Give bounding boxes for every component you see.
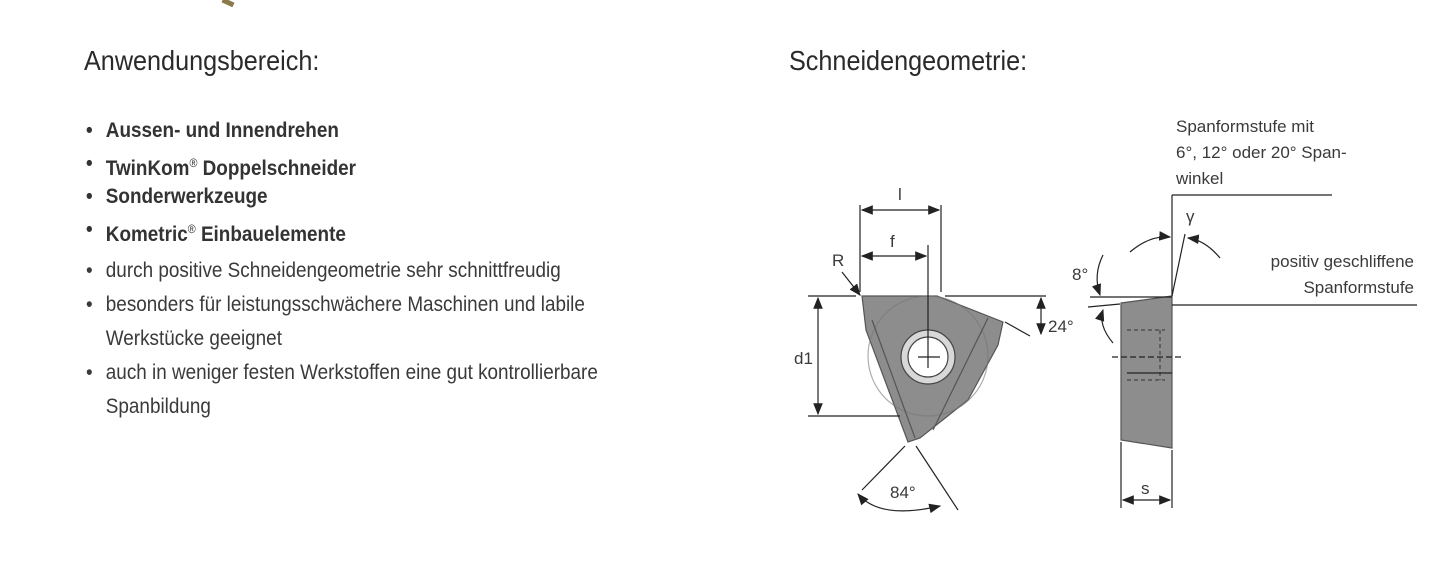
- label-angle-8: 8°: [1072, 265, 1089, 284]
- list-item: • auch in weniger festen Werkstoffen eine gut kontrollierbare Spanbildung: [86, 356, 646, 424]
- section-title-geometry: Schneidengeometrie:: [789, 45, 1028, 76]
- note-chip-step: winkel: [1176, 169, 1224, 188]
- list-item: • TwinKom® Doppelschneider: [86, 147, 356, 180]
- label-f: f: [890, 232, 895, 251]
- section-title-application: Anwendungsbereich:: [84, 45, 320, 76]
- note-chip-step: 6°, 12° oder 20° Span-: [1176, 143, 1347, 162]
- label-l: l: [898, 185, 902, 204]
- list-item: • durch positive Schneidengeometrie sehr schnittfreudig: [86, 254, 644, 288]
- label-gamma: γ: [1186, 207, 1195, 226]
- list-item: • Aussen- und Innendrehen: [86, 114, 356, 147]
- note-chip-step: Spanformstufe mit: [1176, 117, 1314, 136]
- label-angle-24: 24°: [1048, 317, 1074, 336]
- list-item: • Kometric® Einbauelemente: [86, 213, 356, 246]
- label-angle-84: 84°: [890, 483, 916, 502]
- list-item: • Sonderwerkzeuge: [86, 180, 356, 213]
- list-item: • besonders für leistungsschwächere Maschinen und labile Werkstücke geeignet: [86, 288, 610, 356]
- label-s: s: [1141, 479, 1150, 498]
- label-d1: d1: [794, 349, 813, 368]
- note-ground-step: Spanformstufe: [1303, 278, 1414, 297]
- insert-side-view: [1121, 296, 1172, 448]
- label-R: R: [832, 251, 845, 270]
- note-ground-step: positiv geschliffene: [1270, 252, 1414, 271]
